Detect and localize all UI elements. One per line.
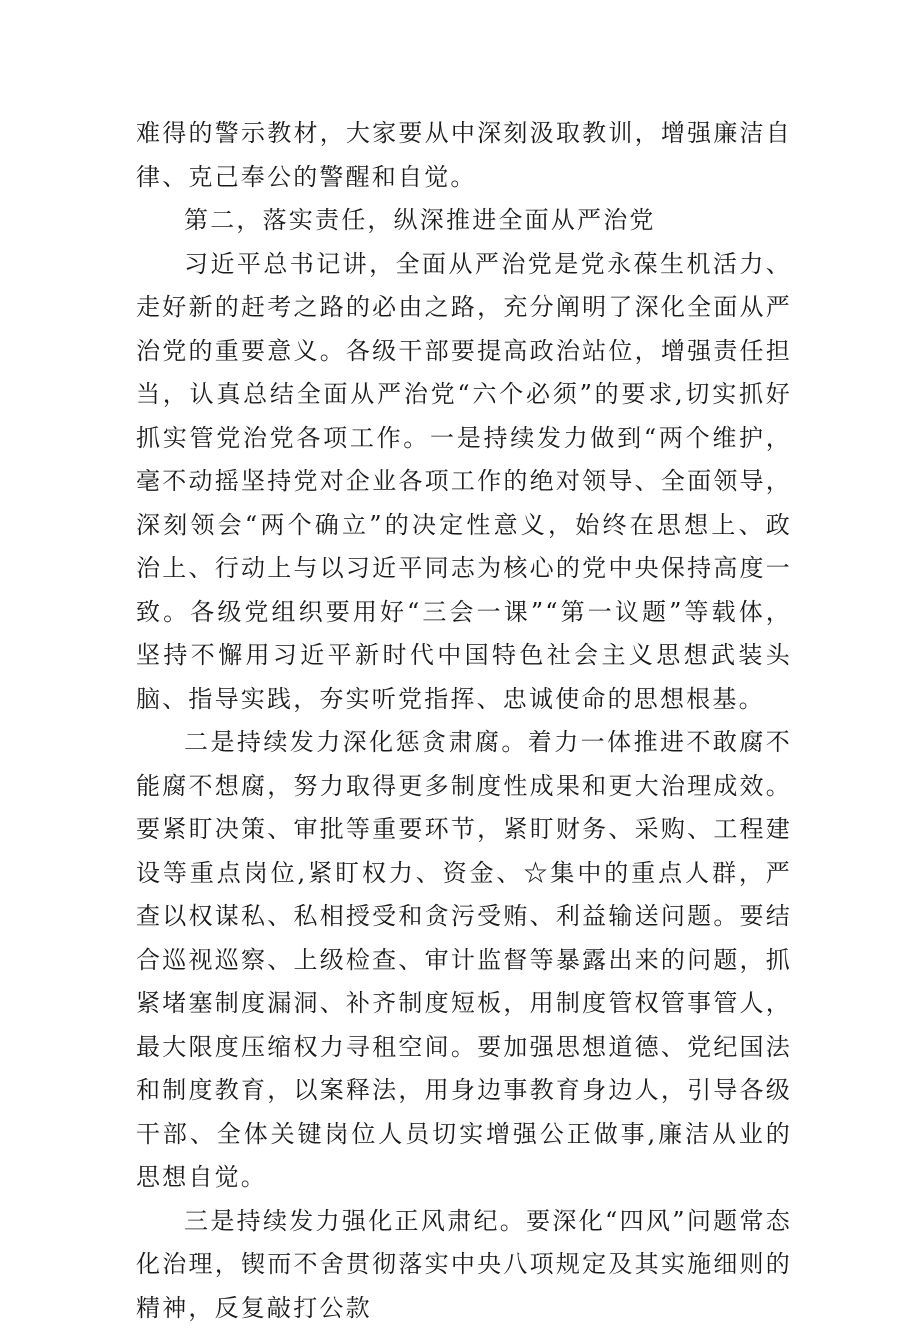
document-body — [136, 112, 792, 1330]
paragraph-discipline: 三是持续发力强化正风肃纪。要深化“四风”问题常态化治理，锲而不舍贯彻落实中央八项规定及其实施细则的精神，反复敲打公款 — [136, 1200, 792, 1330]
paragraph-responsibility: 习近平总书记讲，全面从严治党是党永葆生机活力、走好新的赶考之路的必由之路，充分阐明了深化全面从严治党的重要意义。各级干部要提高政治站位，增强责任担当，认真总结全面从严治党“六个必须”的要求,切实抓好抓实管党治党各项工作。一是持续发力做到“两个维护，毫不动摇坚持党对企业各项工作的绝对领导、全面领导，深刻领会“两个确立”的决定性意义，始终在思想上、政治上、行动上与以习近平同志为核心的党中央保持高度一致。各级党组织要用好“三会一课”“第一议题”等载体，坚持不懈用习近平新时代中国特色社会主义思想武装头脑、指导实践，夯实听党指挥、忠诚使命的思想根基。 — [136, 243, 792, 722]
paragraph-anticorruption: 二是持续发力深化惩贪肃腐。着力一体推进不敢腐不能腐不想腐，努力取得更多制度性成果和更大治理成效。要紧盯决策、审批等重要环节，紧盯财务、采购、工程建设等重点岗位,紧盯权力、资金、☆集中的重点人群，严查以权谋私、私相授受和贪污受贿、利益输送问题。要结合巡视巡察、上级检查、审计监督等暴露出来的问题，抓紧堵塞制度漏洞、补齐制度短板，用制度管权管事管人，最大限度压缩权力寻租空间。要加强思想道德、党纪国法和制度教育，以案释法，用身边事教育身边人，引导各级干部、全体关键岗位人员切实增强公正做事,廉洁从业的思想自觉。 — [136, 721, 792, 1200]
section-heading: 第二，落实责任，纵深推进全面从严治党 — [136, 199, 792, 243]
paragraph-continuation: 难得的警示教材，大家要从中深刻汲取教训，增强廉洁自律、克己奉公的警醒和自觉。 — [136, 112, 792, 199]
